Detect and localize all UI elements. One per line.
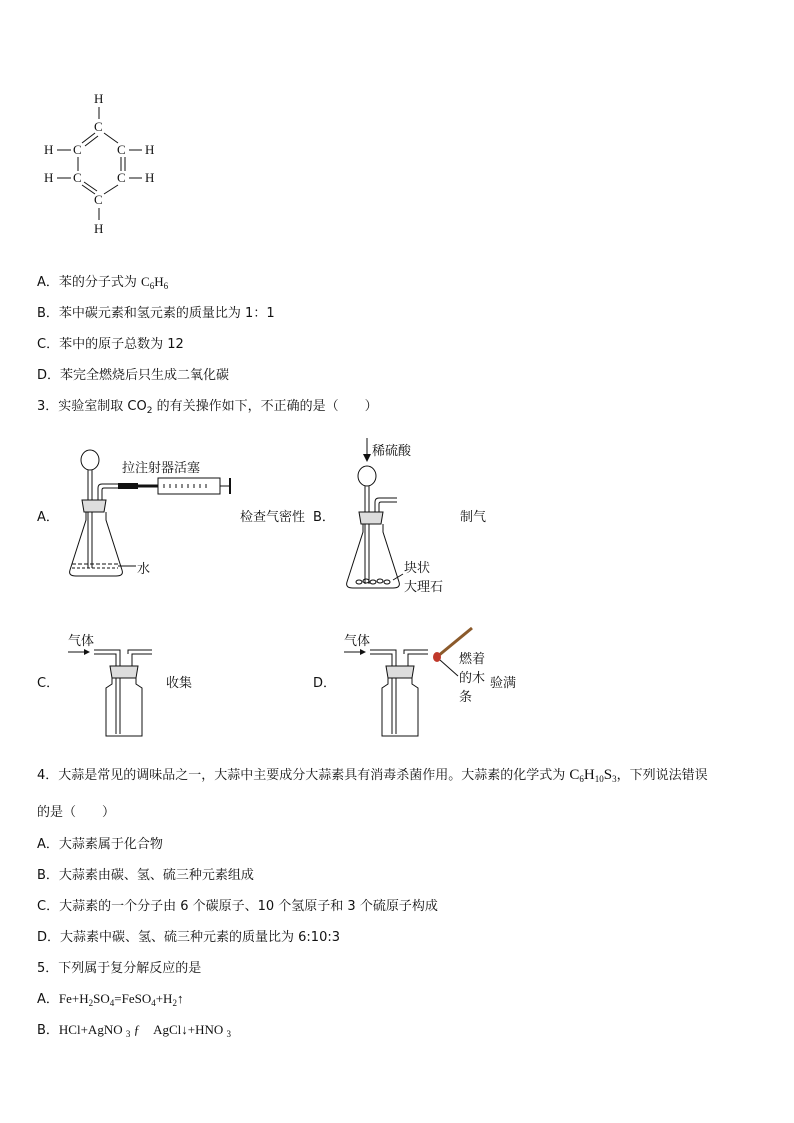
rubber-stopper — [110, 666, 138, 678]
atom-h-lower-left: H — [44, 170, 54, 185]
label-burning-stick-line3: 条 — [459, 690, 473, 705]
conical-flask — [347, 524, 400, 588]
q3-option-d-caption: 验满 — [490, 676, 517, 691]
q4-option-d[interactable]: D．大蒜素中碳、氢、硫三种元素的质量比为 6:10:3 — [37, 930, 340, 945]
q5-option-a[interactable]: A．$Fe+H_2SO_4=FeSO_4+H_2↑$ — [37, 991, 184, 1008]
q3-option-c-caption: 收集 — [166, 676, 193, 691]
atom-h-bottom: H — [94, 221, 104, 236]
marble-chips — [356, 579, 390, 584]
q2-option-c[interactable]: C．苯中的原子总数为 12 — [37, 337, 184, 352]
apparatus-c-collection — [66, 644, 156, 740]
q4-option-c[interactable]: C．大蒜素的一个分子由 6 个碳原子、10 个氢原子和 3 个硫原子构成 — [37, 899, 438, 914]
q3-option-a-caption: 检查气密性 — [240, 510, 306, 525]
q5-stem: 5．下列属于复分解反应的是 — [37, 961, 202, 976]
label-syringe: 拉注射器活塞 — [122, 461, 201, 476]
q3-option-b-label[interactable]: B． — [313, 510, 335, 525]
q5-option-b[interactable]: B．HCl+AgNO $_3$ ƒ AgCl↓+HNO $_3$ — [37, 1022, 232, 1039]
atom-h-upper-right: H — [145, 142, 155, 157]
q3-option-b-caption: 制气 — [460, 510, 487, 525]
q4-option-a[interactable]: A．大蒜素属于化合物 — [37, 837, 163, 852]
gas-collection-bottle — [106, 678, 142, 736]
flame-icon — [433, 652, 441, 662]
q4-option-b[interactable]: B．大蒜素由碳、氢、硫三种元素组成 — [37, 868, 254, 883]
atom-c-upper-right: C — [117, 142, 126, 157]
q2-formula: $C_6H_6$ — [141, 274, 169, 291]
label-marble-line1: 块状 — [404, 561, 431, 576]
atom-c-upper-left: C — [73, 142, 82, 157]
atom-c-lower-left: C — [73, 170, 82, 185]
q2-option-a[interactable] — [37, 271, 168, 291]
q3-stem: 3．实验室制取 $CO_2$ 的有关操作如下，不正确的是（ ） — [37, 399, 378, 416]
atom-h-top: H — [94, 91, 104, 106]
label-burning-stick-line1: 燃着 — [459, 652, 486, 667]
atom-c-top: C — [94, 119, 103, 134]
bond-c-c-2 — [104, 133, 118, 143]
atom-c-bottom: C — [94, 192, 103, 207]
q4-formula: $C_6H_{10}S_3$ — [569, 767, 617, 784]
thistle-funnel-bulb — [358, 466, 376, 486]
q2-option-a-text: A．苯的分子式为 — [37, 275, 142, 290]
thistle-funnel-bulb — [81, 450, 99, 470]
label-dilute-sulfuric-acid: 稀硫酸 — [372, 444, 412, 459]
label-burning-stick-line2: 的木 — [459, 671, 486, 686]
rubber-stopper — [359, 512, 383, 524]
q4-stem-line2: 的是（ ） — [37, 805, 116, 820]
bond-c-c-1 — [82, 133, 95, 143]
atom-h-upper-left: H — [44, 142, 54, 157]
rubber-stopper — [82, 500, 106, 512]
q2-option-b[interactable]: B．苯中碳元素和氢元素的质量比为 1：1 — [37, 306, 275, 321]
q5-option-a-equation: $Fe+H_2SO_4=FeSO_4+H_2↑$ — [58, 991, 184, 1008]
q4-stem: 4．大蒜是常见的调味品之一，大蒜中主要成分大蒜素具有消毒杀菌作用。大蒜素的化学式为 $C_6H_{10}S_3$，下列说法错误 — [37, 767, 708, 784]
bond-c-c-6 — [104, 185, 118, 194]
label-gas-d: 气体 — [344, 634, 371, 649]
gas-collection-bottle — [382, 678, 418, 736]
conical-flask — [70, 512, 123, 576]
rubber-stopper — [386, 666, 414, 678]
q3-option-a-label[interactable]: A． — [37, 510, 59, 525]
atom-h-lower-right: H — [145, 170, 155, 185]
q5-option-b-equation: HCl+AgNO $_3$ ƒ AgCl↓+HNO $_3$ — [58, 1022, 232, 1039]
syringe — [158, 478, 220, 494]
bond-c-c-5 — [82, 185, 95, 194]
q3-option-d-label[interactable]: D． — [313, 676, 337, 691]
label-marble-line2: 大理石 — [404, 580, 444, 595]
atom-c-lower-right: C — [117, 170, 126, 185]
label-gas-c: 气体 — [68, 634, 95, 649]
label-water: 水 — [137, 562, 151, 577]
q3-option-c-label[interactable]: C． — [37, 676, 60, 691]
benzene-structure-diagram — [40, 88, 170, 238]
q2-option-d[interactable]: D．苯完全燃烧后只生成二氧化碳 — [37, 368, 230, 383]
